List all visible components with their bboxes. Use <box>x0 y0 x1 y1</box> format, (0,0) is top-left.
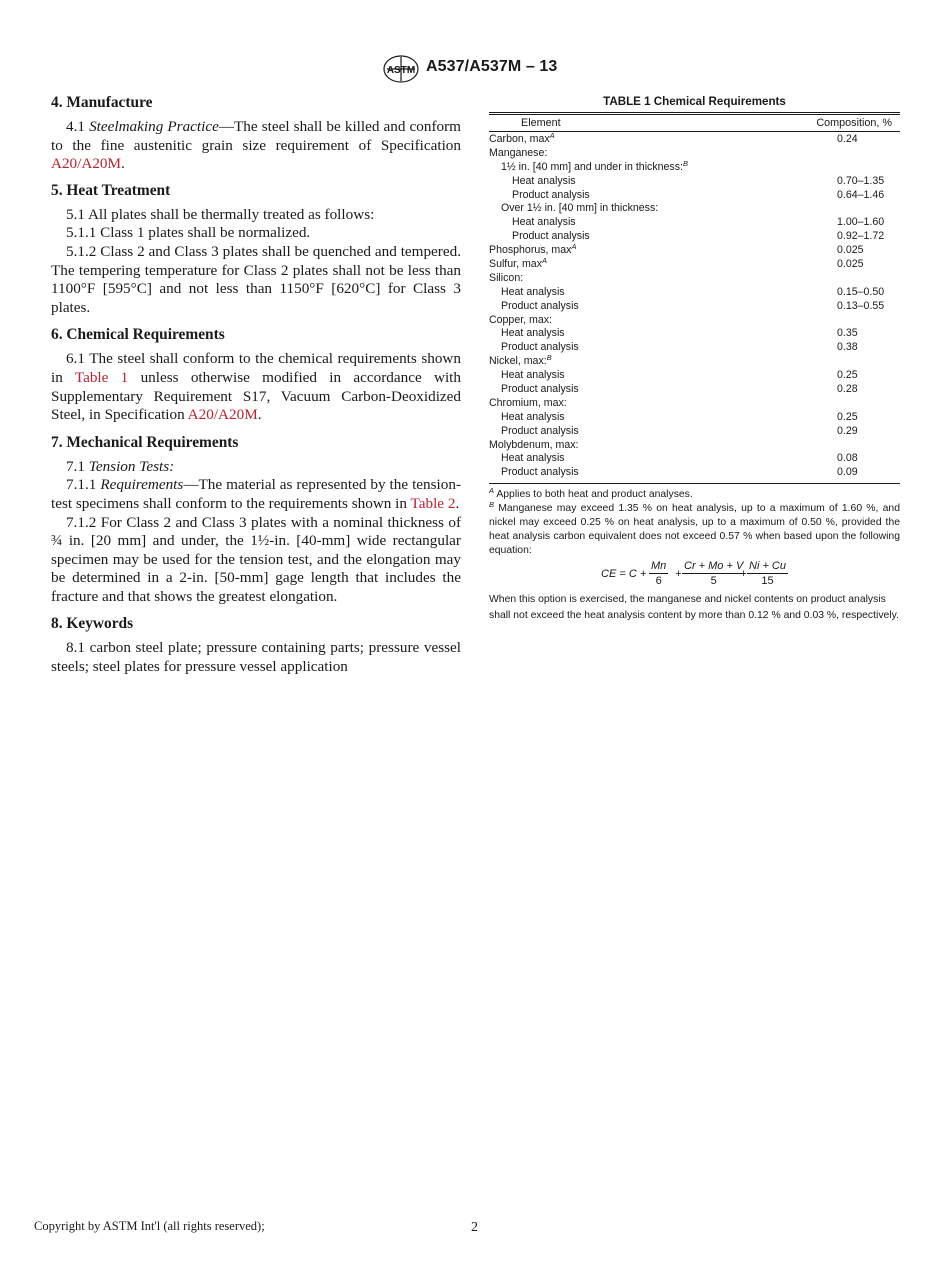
row-value: 0.92–1.72 <box>837 230 885 243</box>
footnote-a: $^A$ Applies to both heat and product analyses. <box>489 486 693 501</box>
equation-note: When this option is exercised, the manganese and nickel contents on product analysis shall not exceed the heat analysis content by more than 0.12 % and 0.03 %, respectively. <box>489 594 899 622</box>
row-value: 0.35 <box>837 327 858 340</box>
page-header <box>0 54 950 84</box>
row-label: Product analysis <box>501 424 579 437</box>
row-label: Sulfur, max <box>489 258 542 271</box>
paragraph-6-1: 6.1 The steel shall conform to the chemical requirements shown in Table 1 unless otherwise modified in accordance with Supplementary Requirement S17, Vacuum Carbon-Deoxidized Steel, in Specification A20/A20M. <box>51 350 461 424</box>
table-row <box>489 202 900 216</box>
link-table-2[interactable]: Table 2 <box>410 494 456 512</box>
link-a20-a20m-2[interactable]: A20/A20M <box>187 406 258 424</box>
row-label: Heat analysis <box>501 327 565 340</box>
row-value: 0.24 <box>837 133 858 145</box>
paragraph-5-1-2: 5.1.2 Class 2 and Class 3 plates shall be quenched and tempered. The tempering temperature for Class 2 plates shall not be less than 1100°F [595°C] and not less than 1150°F [620°C] for Class 3 plates. <box>51 242 461 316</box>
table-row <box>489 439 900 453</box>
section-heading-chemical-requirements: 6. Chemical Requirements <box>51 326 225 344</box>
link-table-1[interactable]: Table 1 <box>74 368 129 386</box>
row-value: 0.70–1.35 <box>837 174 885 187</box>
steelmaking-practice-title: Steelmaking Practice <box>89 118 219 135</box>
table-row <box>489 466 900 480</box>
table-row: Carbon, $\max^A$ 0.24 <box>489 131 858 145</box>
paragraph-7-1-2: 7.1.2 For Class 2 and Class 3 plates with a nominal thickness of ¾ in. [20 mm] and under, the 1½-in. [40-mm] wide rectangular specimen may be used for the tension test, and the elongation may be determined in a 2-in. [50-mm] gage length that includes the fracture and that shows the greatest elongation. <box>51 513 461 605</box>
row-value: 0.025 <box>837 258 864 271</box>
row-label: Carbon, max <box>489 133 550 145</box>
table-row: Phosphorus, $\max^A$ 0.025 <box>489 242 864 257</box>
table-row <box>489 147 900 161</box>
chemical-requirements-table <box>489 94 900 624</box>
row-label: Product analysis <box>512 230 590 243</box>
row-label: Phosphorus, max <box>489 244 572 257</box>
row-value: 0.08 <box>837 452 858 465</box>
table-row <box>489 425 900 439</box>
column-header-element: Element <box>521 117 561 129</box>
table-row <box>489 397 900 411</box>
row-label: Chromium, max: <box>489 396 567 409</box>
row-label: Heat analysis <box>512 174 576 187</box>
row-value: 0.28 <box>837 383 858 396</box>
footnote-b: $^B$ Manganese may exceed 1.35 % on heat analysis, up to a maximum of 1.60 %, and nickel may exceed 0.25 % on heat analysis, up to a maximum of 0.50 %, provided the heat analysis carbon equivalent does not exceed 0.57 % when based upon the following equation: <box>489 500 900 557</box>
table-header <box>489 115 900 131</box>
table-row <box>489 189 900 203</box>
paragraph-5-1-1: 5.1.1 Class 1 plates shall be normalized. <box>66 224 311 242</box>
row-label: Product analysis <box>501 466 579 479</box>
column-header-composition: Composition, % <box>816 117 892 129</box>
row-label: Manganese: <box>489 146 548 159</box>
row-label: Heat analysis <box>512 216 576 229</box>
page-number: 2 <box>471 1220 478 1235</box>
table-row: Sulfur, $\max^A$ 0.025 <box>489 256 864 271</box>
row-value: 0.25 <box>837 369 858 382</box>
link-a20-a20m[interactable]: A20/A20M <box>51 155 122 173</box>
row-value: 0.09 <box>837 466 858 479</box>
table-row: Nickel, max:$^B$ <box>489 353 552 368</box>
table-row <box>489 452 900 466</box>
table-row <box>489 175 900 189</box>
table-row: 1½ in. [40 mm] and under in thickness:$^B$ <box>501 158 688 173</box>
row-value: 0.13–0.55 <box>837 299 885 312</box>
row-label: Product analysis <box>501 299 579 312</box>
row-label: Molybdenum, max: <box>489 438 579 451</box>
row-value: 0.15–0.50 <box>837 285 885 298</box>
paragraph-5-1: 5.1 All plates shall be thermally treated as follows: <box>66 205 375 223</box>
row-value: 0.29 <box>837 424 858 437</box>
row-label: Heat analysis <box>501 369 565 382</box>
table-row <box>489 286 900 300</box>
row-value: 1.00–1.60 <box>837 216 885 229</box>
row-value: 0.025 <box>837 244 864 257</box>
table-row <box>489 411 900 425</box>
row-value: 0.38 <box>837 341 858 354</box>
section-heading-manufacture: 4. Manufacture <box>51 94 153 111</box>
row-label: Heat analysis <box>501 410 565 423</box>
copyright-notice: Copyright by ASTM Int'l (all rights reserved); <box>34 1219 265 1233</box>
paragraph-4-1: 4.1 Steelmaking Practice—The steel shall be killed and conform to the fine austenitic grain size requirement of Specification A20/A20M. <box>51 118 461 173</box>
astm-logo <box>381 54 421 84</box>
table-row <box>489 383 900 397</box>
row-label: Heat analysis <box>501 452 565 465</box>
row-label: Product analysis <box>501 341 579 354</box>
paragraph-7-1: 7.1 Tension Tests: <box>66 457 175 475</box>
row-label: Copper, max: <box>489 313 553 326</box>
row-label: Product analysis <box>501 383 579 396</box>
table-title: TABLE 1 Chemical Requirements <box>603 95 786 108</box>
table-row <box>489 300 900 314</box>
table-row <box>489 272 900 286</box>
table-row <box>489 230 900 244</box>
carbon-equivalent-equation: CE = C + $\frac{Mn}{6}$ + $\frac{Cr + Mo + V}{5}$ + $\frac{Ni + Cu}{15}$ <box>601 560 786 588</box>
paragraph-8-1: 8.1 carbon steel plate; pressure containing parts; pressure vessel steels; steel plates for pressure vessel application <box>51 639 461 676</box>
row-label: Silicon: <box>489 271 524 284</box>
table-row <box>489 216 900 230</box>
table-row <box>489 327 900 341</box>
left-column <box>51 94 461 677</box>
row-value: 0.64–1.46 <box>837 188 885 201</box>
row-value: 0.25 <box>837 410 858 423</box>
row-label: Product analysis <box>512 188 590 201</box>
row-label: 1½ in. [40 mm] and under in thickness: <box>501 160 683 173</box>
paragraph-7-1-1: 7.1.1 Requirements—The material as represented by the tension-test specimens shall conform to the requirements shown in Table 2. <box>51 476 462 512</box>
row-label: Nickel, max: <box>489 355 547 368</box>
section-heading-mechanical-requirements: 7. Mechanical Requirements <box>51 433 239 451</box>
table-row <box>489 314 900 328</box>
section-heading-keywords: 8. Keywords <box>51 615 134 633</box>
section-heading-heat-treatment: 5. Heat Treatment <box>51 181 171 199</box>
row-label: Over 1½ in. [40 mm] in thickness: <box>501 202 659 215</box>
table-row <box>489 369 900 383</box>
svg-text:ASTM: ASTM <box>386 65 416 76</box>
table-body <box>489 132 900 480</box>
row-label: Heat analysis <box>501 285 565 298</box>
document-designation: A537/A537M – 13 <box>426 58 558 75</box>
